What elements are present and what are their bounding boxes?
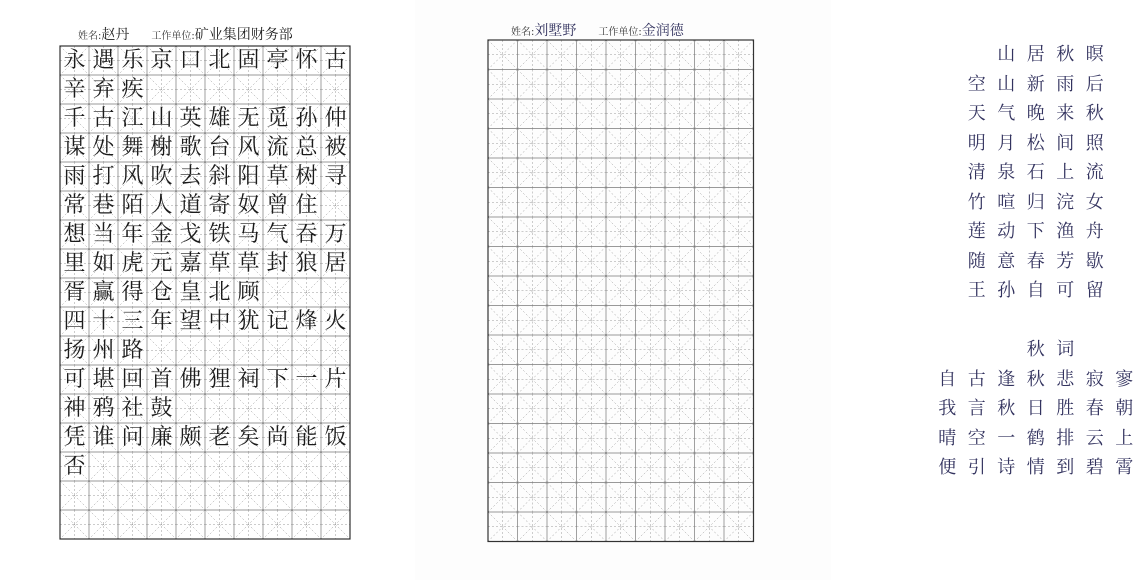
right-work-label: 工作单位: [598,27,642,38]
poem-line: 明 月 松 间 照 [967,132,1104,154]
right-sheet-header [511,20,684,40]
right-name-value: 刘墅野 [534,23,577,39]
right-name-label: 姓名: [511,27,535,38]
left-text-line: 常 巷 陌 人 道 寄 奴 曾 住 [63,193,318,218]
left-work-label: 工作单位: [151,31,195,42]
right-calligraphy-sheet [415,0,1134,580]
poem-line: 晴 空 一 鹤 排 云 上 [938,427,1134,449]
left-text-line: 凭 谁 问 廉 颇 老 矣 尚 能 饭 [63,425,347,450]
left-text-line: 里 如 虎 元 嘉 草 草 封 狼 居 [63,251,347,276]
left-text-line: 谋 处 舞 榭 歌 台 风 流 总 被 [63,135,347,160]
left-text-line: 神 鸦 社 鼓 [63,396,173,421]
right-mi-grid [488,40,752,544]
right-work-value: 金润德 [641,23,684,39]
left-work-value: 矿业集团财务部 [194,27,293,43]
left-text-line: 想 当 年 金 戈 铁 马 气 吞 万 [63,222,347,247]
poem-line: 随 意 春 芳 歇 [967,250,1104,272]
poem-line: 天 气 晚 来 秋 [967,103,1104,124]
left-name-label: 姓名: [78,31,102,42]
poem-line: 自 古 逢 秋 悲 寂 寥 [938,368,1134,390]
left-calligraphy-sheet [0,0,415,580]
left-text-line: 可 堪 回 首 佛 狸 祠 下 一 片 [63,367,347,392]
left-text-line: 扬 州 路 [63,338,144,363]
left-sheet-header [78,24,293,44]
left-text-line: 永 遇 乐 京 口 北 固 亭 怀 古 [63,48,347,73]
left-text-line: 辛 弃 疾 [63,77,144,102]
poem-title: 山 居 秋 暝 [997,44,1104,65]
left-text-line: 雨 打 风 吹 去 斜 阳 草 树 寻 [63,164,347,189]
poem-line: 竹 喧 归 浣 女 [967,191,1104,213]
left-text-line: 四 十 三 年 望 中 犹 记 烽 火 [63,309,347,334]
left-text-line: 胥 赢 得 仓 皇 北 顾 [63,280,260,305]
left-name-value: 赵丹 [101,27,130,43]
poem-line: 我 言 秋 日 胜 春 朝 [938,398,1134,419]
left-text-line: 否 [63,454,86,479]
poem-line: 莲 动 下 渔 舟 [967,221,1104,242]
poem-line: 清 泉 石 上 流 [967,162,1104,183]
poem-title: 秋 词 [1026,339,1075,360]
poem-line: 便 引 诗 情 到 碧 霄 [938,457,1134,478]
poem-line: 王 孙 自 可 留 [967,280,1104,301]
left-text-line: 千 古 江 山 英 雄 无 觅 孙 仲 [63,106,347,131]
poem-line: 空 山 新 雨 后 [967,73,1104,95]
